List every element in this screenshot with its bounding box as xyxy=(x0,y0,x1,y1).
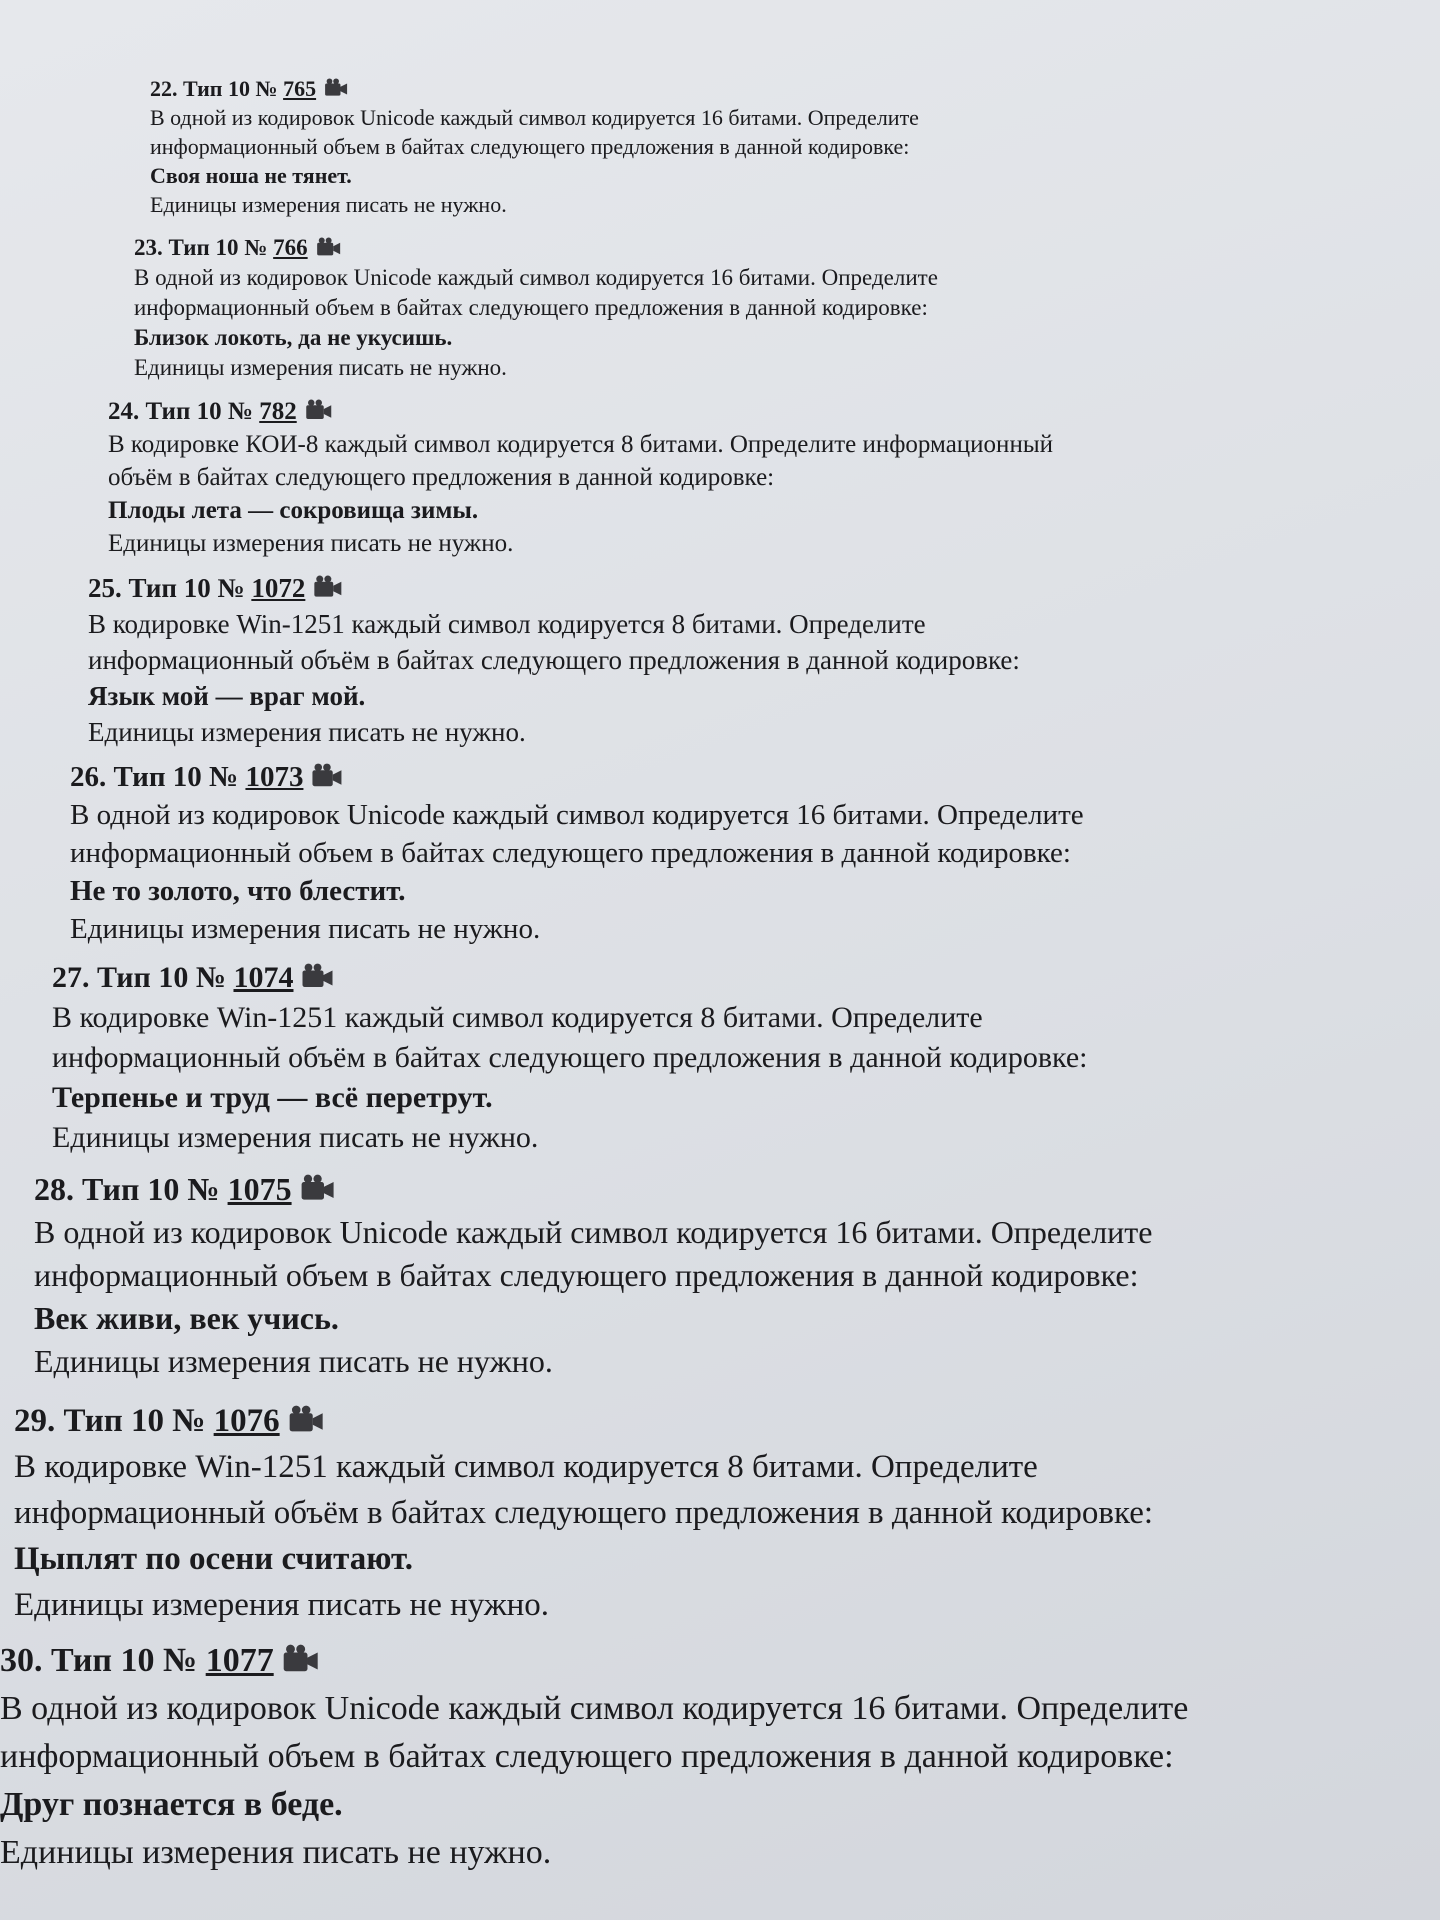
task-28 xyxy=(34,1168,1152,1383)
task-label: 27. Тип 10 № xyxy=(52,961,226,994)
task-phrase: Друг познается в беде. xyxy=(0,1786,343,1823)
task-label: 29. Тип 10 № xyxy=(14,1403,206,1439)
task-27 xyxy=(52,958,1087,1158)
task-label: 25. Тип 10 № xyxy=(88,573,245,603)
task-number-link[interactable]: 1077 xyxy=(205,1642,274,1679)
task-units-note: Единицы измерения писать не нужно. xyxy=(52,1121,539,1154)
task-text-line2: информационный объем в байтах следующего предложения в данной кодировке: xyxy=(34,1257,1139,1293)
task-phrase: Своя ноша не тянет. xyxy=(150,163,352,188)
task-units-note: Единицы измерения писать не нужно. xyxy=(70,913,541,945)
task-text-line1: В одной из кодировок Unicode каждый символ кодируется 16 битами. Определите xyxy=(70,799,1084,831)
task-header xyxy=(0,1637,1188,1685)
task-phrase: Не то золото, что блестит. xyxy=(70,875,406,907)
task-phrase: Плоды лета — сокровища зимы. xyxy=(108,497,479,524)
task-text-line2: информационный объём в байтах следующего предложения в данной кодировке: xyxy=(88,645,1020,675)
task-units-note: Единицы измерения писать не нужно. xyxy=(88,717,526,747)
task-phrase: Век живи, век учись. xyxy=(34,1300,339,1336)
task-text-line2: информационный объем в байтах следующего предложения в данной кодировке: xyxy=(70,837,1071,869)
task-text-line2: информационный объём в байтах следующего предложения в данной кодировке: xyxy=(14,1495,1154,1531)
task-number-link[interactable]: 782 xyxy=(259,398,297,425)
task-text-line1: В кодировке Win-1251 каждый символ кодируется 8 битами. Определите xyxy=(88,609,926,639)
task-phrase: Цыплят по осени считают. xyxy=(14,1541,413,1577)
task-text-line2: объём в байтах следующего предложения в данной кодировке: xyxy=(108,464,775,491)
task-label: 28. Тип 10 № xyxy=(34,1171,220,1207)
task-23 xyxy=(134,233,938,383)
task-number-link[interactable]: 1072 xyxy=(251,573,306,603)
video-camera-icon[interactable] xyxy=(282,1637,319,1685)
task-phrase: Терпенье и труд — всё перетрут. xyxy=(52,1081,493,1114)
task-number-link[interactable]: 1076 xyxy=(213,1403,280,1439)
task-text-line1: В одной из кодировок Unicode каждый символ кодируется 16 битами. Определите xyxy=(150,105,919,130)
task-label: 23. Тип 10 № xyxy=(134,235,268,260)
task-26 xyxy=(70,758,1084,948)
task-header xyxy=(52,958,1087,998)
task-29 xyxy=(14,1398,1153,1628)
task-text-line1: В кодировке Win-1251 каждый символ кодируется 8 битами. Определите xyxy=(14,1449,1038,1485)
task-number-link[interactable]: 766 xyxy=(273,235,308,260)
task-number-link[interactable]: 1073 xyxy=(245,761,304,793)
task-text-line2: информационный объем в байтах следующего предложения в данной кодировке: xyxy=(134,295,928,320)
video-camera-icon[interactable] xyxy=(324,74,348,103)
task-units-note: Единицы измерения писать не нужно. xyxy=(150,192,507,217)
video-camera-icon[interactable] xyxy=(313,570,343,606)
task-label: 26. Тип 10 № xyxy=(70,761,239,793)
video-camera-icon[interactable] xyxy=(301,958,334,998)
task-number-link[interactable]: 1074 xyxy=(233,961,294,994)
task-units-note: Единицы измерения писать не нужно. xyxy=(108,530,514,557)
video-camera-icon[interactable] xyxy=(305,395,333,428)
task-header xyxy=(88,570,1020,606)
task-text-line2: информационный объём в байтах следующего предложения в данной кодировке: xyxy=(52,1041,1088,1074)
task-25 xyxy=(88,570,1020,750)
task-text-line1: В кодировке КОИ-8 каждый символ кодируется 8 битами. Определите информационный xyxy=(108,431,1053,458)
task-header xyxy=(34,1168,1152,1211)
task-text-line1: В кодировке Win-1251 каждый символ кодируется 8 битами. Определите xyxy=(52,1001,983,1034)
video-camera-icon[interactable] xyxy=(311,758,343,796)
task-label: 22. Тип 10 № xyxy=(150,76,278,101)
task-phrase: Язык мой — враг мой. xyxy=(88,681,366,711)
task-number-link[interactable]: 1075 xyxy=(227,1171,292,1207)
task-label: 24. Тип 10 № xyxy=(108,398,253,425)
task-phrase: Близок локоть, да не укусишь. xyxy=(134,325,453,350)
task-text-line1: В одной из кодировок Unicode каждый символ кодируется 16 битами. Определите xyxy=(0,1690,1189,1727)
task-units-note: Единицы измерения писать не нужно. xyxy=(134,355,507,380)
task-text-line2: информационный объем в байтах следующего предложения в данной кодировке: xyxy=(0,1738,1174,1775)
task-units-note: Единицы измерения писать не нужно. xyxy=(0,1834,552,1871)
task-header xyxy=(134,233,938,263)
task-number-link[interactable]: 765 xyxy=(283,76,317,101)
task-text-line1: В одной из кодировок Unicode каждый символ кодируется 16 битами. Определите xyxy=(34,1214,1153,1250)
video-camera-icon[interactable] xyxy=(316,233,341,263)
task-24 xyxy=(108,395,1053,560)
task-text-line1: В одной из кодировок Unicode каждый символ кодируется 16 битами. Определите xyxy=(134,265,938,290)
task-units-note: Единицы измерения писать не нужно. xyxy=(34,1343,553,1379)
task-30 xyxy=(0,1637,1188,1877)
task-header xyxy=(108,395,1053,428)
task-text-line2: информационный объем в байтах следующего предложения в данной кодировке: xyxy=(150,134,910,159)
task-header xyxy=(70,758,1084,796)
task-header xyxy=(150,74,919,103)
task-units-note: Единицы измерения писать не нужно. xyxy=(14,1587,550,1623)
task-22 xyxy=(150,74,919,219)
video-camera-icon[interactable] xyxy=(300,1168,335,1211)
task-label: 30. Тип 10 № xyxy=(0,1642,198,1679)
task-header xyxy=(14,1398,1153,1444)
video-camera-icon[interactable] xyxy=(288,1398,324,1444)
